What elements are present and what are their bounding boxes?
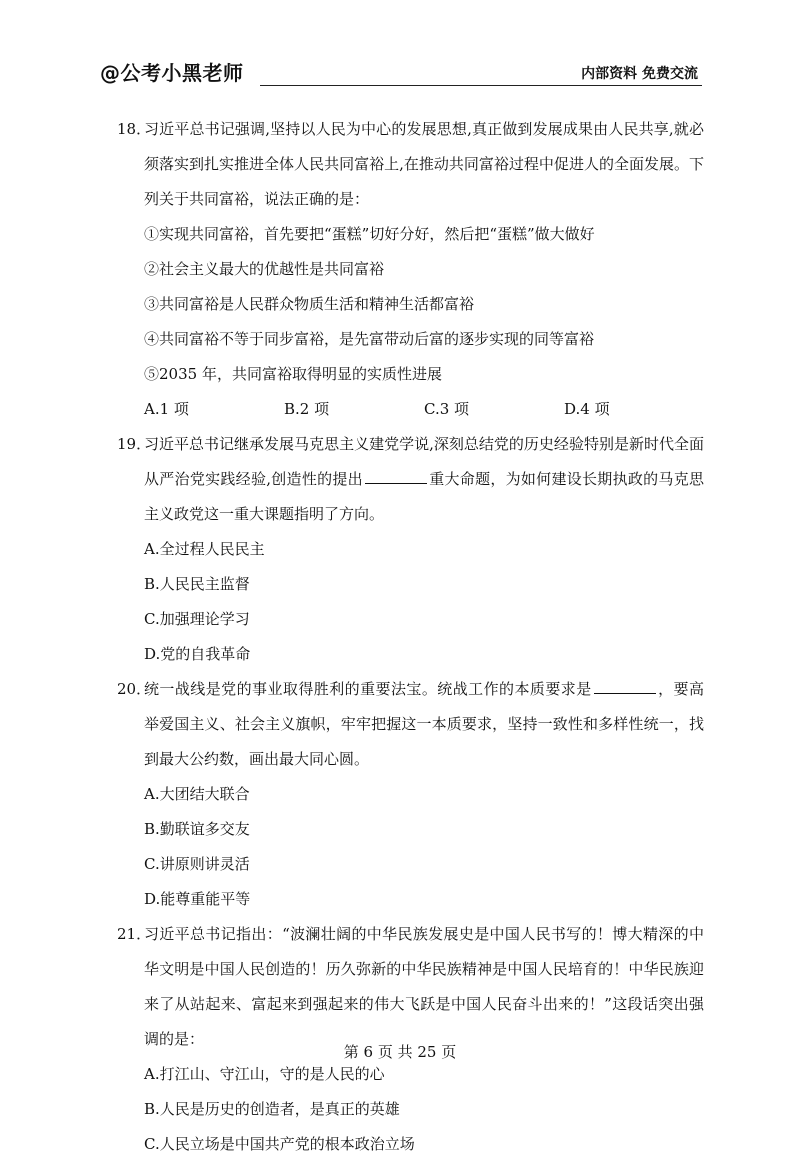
- choice-c: C.人民立场是中国共产党的根本政治立场: [144, 1135, 415, 1153]
- answer-choices: [144, 1057, 704, 1162]
- choice-a: A.1 项: [144, 400, 189, 418]
- document-body: [100, 112, 704, 1162]
- question-number: 18．: [117, 120, 152, 138]
- statement: ①实现共同富裕，首先要把“蛋糕”切好分好，然后把“蛋糕”做大做好: [144, 225, 595, 243]
- choice-c: C.讲原则讲灵活: [144, 855, 250, 873]
- choice-b: B.勤联谊多交友: [144, 820, 250, 838]
- question-number: 21．: [117, 925, 152, 943]
- brand-title: @公考小黑老师: [100, 61, 244, 85]
- stem-after-blank: ，要高举爱国主义、社会主义旗帜，牢牢把握这一本质要求，坚持一致性和多样性统一，找到最大公约数，画出最大同心圆。: [144, 680, 704, 768]
- answer-blank: [365, 482, 427, 484]
- question-stem: [144, 672, 704, 777]
- choice-a: A.大团结大联合: [144, 785, 250, 803]
- statement: ③共同富裕是人民群众物质生活和精神生活都富裕: [144, 295, 475, 313]
- question-number: 19．: [117, 435, 152, 453]
- header-rule: [260, 85, 702, 86]
- choice-d: D.能尊重能平等: [144, 890, 251, 908]
- statement: ②社会主义最大的优越性是共同富裕: [144, 260, 385, 278]
- stem-before-blank: 统一战线是党的事业取得胜利的重要法宝。统战工作的本质要求是: [144, 680, 592, 698]
- question-18: [100, 112, 704, 427]
- choice-a: A.打江山、守江山，守的是人民的心: [144, 1065, 385, 1083]
- question-stem: 习近平总书记强调,坚持以人民为中心的发展思想,真正做到发展成果由人民共享,就必须落实到扎实推进全体人民共同富裕上,在推动共同富裕过程中促进人的全面发展。下列关于共同富裕，说法正确的是：: [144, 120, 704, 208]
- statement: ④共同富裕不等于同步富裕，是先富带动后富的逐步实现的同等富裕: [144, 330, 595, 348]
- question-19: [100, 427, 704, 672]
- answer-blank: [594, 692, 656, 694]
- stem-before-blank: 习近平总书记继承发展马克思主义建党学说,深刻总结党的历史经验特别是新时代全面从严治党实践经验,创造性的提出: [144, 435, 704, 488]
- stem-after-blank: 重大命题，为如何建设长期执政的马克思主义政党这一重大课题指明了方向。: [144, 470, 704, 523]
- choice-b: B.人民民主监督: [144, 575, 250, 593]
- choice-d: D.党的自我革命: [144, 645, 251, 663]
- page-footer: 第 6 页 共 25 页: [343, 1043, 457, 1061]
- answer-choices: [144, 532, 704, 672]
- choice-b: B.2 项: [284, 400, 330, 418]
- question-stem: [144, 427, 704, 532]
- question-21: [100, 917, 704, 1162]
- answer-choices: [144, 777, 704, 917]
- answer-choices: [144, 392, 704, 427]
- question-number: 20．: [117, 680, 152, 698]
- choice-c: C.3 项: [424, 400, 470, 418]
- page-header: [100, 60, 702, 88]
- choice-b: B.人民是历史的创造者，是真正的英雄: [144, 1100, 400, 1118]
- statement: ⑤2035 年，共同富裕取得明显的实质性进展: [144, 365, 442, 383]
- choice-d: D.4 项: [564, 400, 610, 418]
- choice-c: C.加强理论学习: [144, 610, 250, 628]
- question-stem: 习近平总书记指出：“波澜壮阔的中华民族发展史是中国人民书写的！博大精深的中华文明是中国人民创造的！历久弥新的中华民族精神是中国人民培育的！中华民族迎来了从站起来、富起来到强起来的伟大飞跃是中国人民奋斗出来的！”这段话突出强调的是：: [144, 925, 704, 1048]
- question-20: [100, 672, 704, 917]
- header-tagline: 内部资料 免费交流: [581, 66, 698, 82]
- choice-a: A.全过程人民民主: [144, 540, 265, 558]
